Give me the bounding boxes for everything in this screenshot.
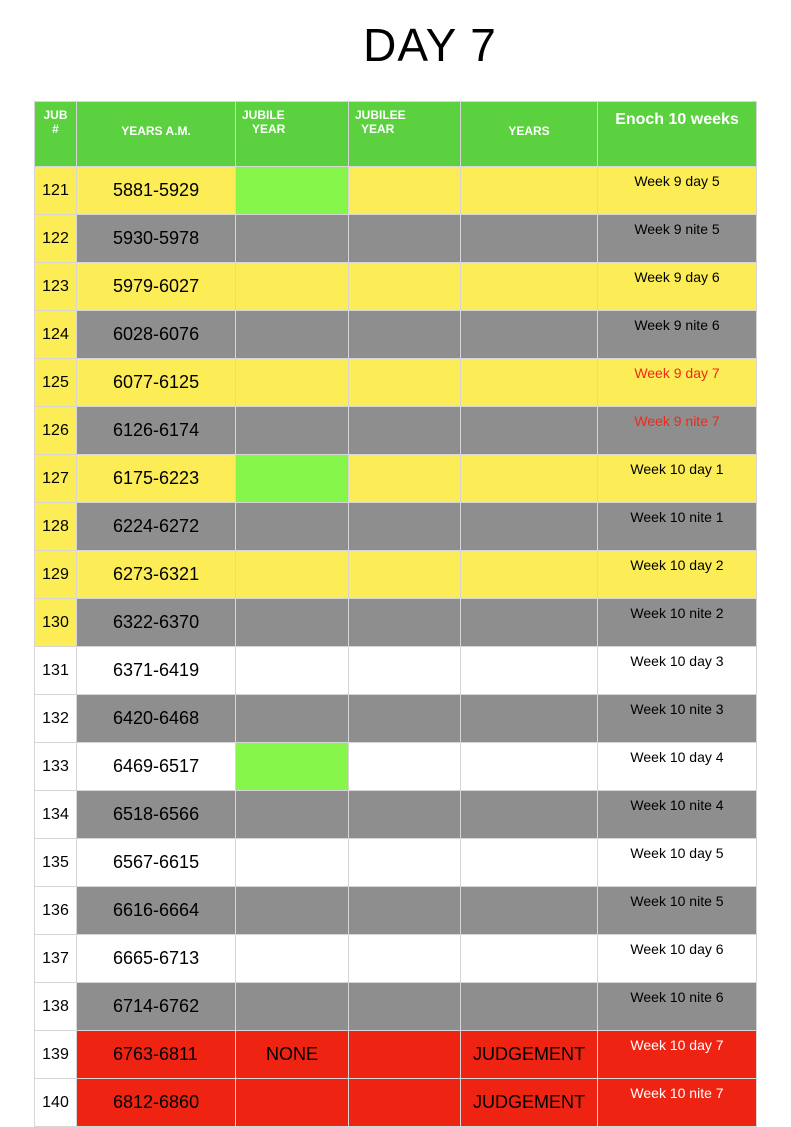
years-am-cell: 6224-6272 [77, 503, 236, 551]
jub-number-cell: 132 [35, 695, 77, 743]
jub-number-cell: 138 [35, 983, 77, 1031]
years-am-cell: 6420-6468 [77, 695, 236, 743]
enoch-week-cell: Week 10 day 2 [598, 551, 757, 599]
header-years: YEARS [461, 102, 598, 167]
jubilee-year-cell [349, 263, 461, 311]
enoch-week-cell: Week 9 nite 5 [598, 215, 757, 263]
table-row [35, 455, 757, 503]
header-jubile-line2: YEAR [252, 122, 286, 136]
jub-number-cell: 136 [35, 887, 77, 935]
jubile-year-cell [236, 359, 349, 407]
enoch-week-cell: Week 10 day 1 [598, 455, 757, 503]
years-am-cell: 5930-5978 [77, 215, 236, 263]
jubilee-year-cell [349, 791, 461, 839]
years-cell: JUDGEMENT [461, 1079, 598, 1127]
jubile-year-cell [236, 599, 349, 647]
header-jub-line1: JUB [43, 108, 68, 122]
jubilee-year-cell [349, 167, 461, 215]
jub-number-cell: 121 [35, 167, 77, 215]
jub-number-cell: 133 [35, 743, 77, 791]
table-row [35, 743, 757, 791]
years-am-cell: 6812-6860 [77, 1079, 236, 1127]
header-jub-line2: # [52, 122, 59, 136]
table-row [35, 311, 757, 359]
enoch-week-cell: Week 10 nite 7 [598, 1079, 757, 1127]
jub-number-cell: 130 [35, 599, 77, 647]
years-cell [461, 167, 598, 215]
jub-number-cell: 127 [35, 455, 77, 503]
jub-number-cell: 135 [35, 839, 77, 887]
header-jubilee-line1: JUBILEE [355, 108, 406, 122]
jubilee-year-cell [349, 839, 461, 887]
jubilee-year-cell [349, 743, 461, 791]
years-am-cell: 6126-6174 [77, 407, 236, 455]
enoch-week-cell: Week 10 day 7 [598, 1031, 757, 1079]
table-row [35, 791, 757, 839]
years-cell [461, 359, 598, 407]
years-cell [461, 599, 598, 647]
enoch-week-cell: Week 9 nite 7 [598, 407, 757, 455]
jub-number-cell: 124 [35, 311, 77, 359]
years-cell [461, 551, 598, 599]
years-cell [461, 455, 598, 503]
jubilee-year-cell [349, 407, 461, 455]
jub-number-cell: 122 [35, 215, 77, 263]
enoch-week-cell: Week 10 nite 4 [598, 791, 757, 839]
enoch-week-cell: Week 10 day 5 [598, 839, 757, 887]
years-am-cell: 6469-6517 [77, 743, 236, 791]
years-cell [461, 791, 598, 839]
jubile-year-cell [236, 311, 349, 359]
years-am-cell: 6567-6615 [77, 839, 236, 887]
jub-number-cell: 129 [35, 551, 77, 599]
years-am-cell: 6616-6664 [77, 887, 236, 935]
table-row [35, 551, 757, 599]
table-row [35, 1031, 757, 1079]
table-row [35, 983, 757, 1031]
jubilee-year-cell [349, 503, 461, 551]
enoch-week-cell: Week 10 day 3 [598, 647, 757, 695]
years-am-cell: 6518-6566 [77, 791, 236, 839]
jub-number-cell: 125 [35, 359, 77, 407]
jubile-year-cell [236, 695, 349, 743]
years-am-cell: 5979-6027 [77, 263, 236, 311]
years-am-cell: 6028-6076 [77, 311, 236, 359]
enoch-week-cell: Week 10 day 4 [598, 743, 757, 791]
years-cell [461, 311, 598, 359]
jubilee-year-cell [349, 215, 461, 263]
table-row [35, 599, 757, 647]
enoch-week-cell: Week 10 day 6 [598, 935, 757, 983]
jub-number-cell: 137 [35, 935, 77, 983]
jub-number-cell: 140 [35, 1079, 77, 1127]
jubile-year-cell [236, 743, 349, 791]
jubile-year-cell [236, 215, 349, 263]
jubilee-table [34, 101, 757, 1127]
years-am-cell: 6763-6811 [77, 1031, 236, 1079]
enoch-week-cell: Week 10 nite 3 [598, 695, 757, 743]
jub-number-cell: 139 [35, 1031, 77, 1079]
header-jubilee-line2: YEAR [361, 122, 395, 136]
jubilee-year-cell [349, 1079, 461, 1127]
table-row [35, 503, 757, 551]
jubile-year-cell: NONE [236, 1031, 349, 1079]
years-am-cell: 6273-6321 [77, 551, 236, 599]
jubilee-year-cell [349, 695, 461, 743]
jubilee-year-cell [349, 551, 461, 599]
table-row [35, 935, 757, 983]
table-row [35, 359, 757, 407]
jub-number-cell: 128 [35, 503, 77, 551]
jubilee-year-cell [349, 455, 461, 503]
jubile-year-cell [236, 167, 349, 215]
header-jubile-line1: JUBILE [242, 108, 285, 122]
header-enoch: Enoch 10 weeks [598, 102, 757, 167]
jubile-year-cell [236, 839, 349, 887]
jub-number-cell: 123 [35, 263, 77, 311]
enoch-week-cell: Week 10 nite 2 [598, 599, 757, 647]
table-row [35, 647, 757, 695]
jub-number-cell: 131 [35, 647, 77, 695]
jubile-year-cell [236, 1079, 349, 1127]
jubilee-year-cell [349, 935, 461, 983]
years-am-cell: 6371-6419 [77, 647, 236, 695]
years-cell [461, 839, 598, 887]
enoch-week-cell: Week 10 nite 6 [598, 983, 757, 1031]
header-years-am: YEARS A.M. [77, 102, 236, 167]
jubilee-year-cell [349, 311, 461, 359]
years-am-cell: 6077-6125 [77, 359, 236, 407]
table-row [35, 167, 757, 215]
jubilee-year-cell [349, 983, 461, 1031]
years-cell: JUDGEMENT [461, 1031, 598, 1079]
years-am-cell: 6322-6370 [77, 599, 236, 647]
years-cell [461, 647, 598, 695]
jubilee-year-cell [349, 359, 461, 407]
jubilee-year-cell [349, 647, 461, 695]
table-row [35, 839, 757, 887]
years-cell [461, 695, 598, 743]
years-am-cell: 6714-6762 [77, 983, 236, 1031]
table-row [35, 887, 757, 935]
enoch-week-cell: Week 9 day 7 [598, 359, 757, 407]
jubile-year-cell [236, 551, 349, 599]
jubile-year-cell [236, 455, 349, 503]
header-jubilee-year [349, 102, 461, 167]
enoch-week-cell: Week 10 nite 5 [598, 887, 757, 935]
years-cell [461, 743, 598, 791]
jubile-year-cell [236, 791, 349, 839]
jubilee-year-cell [349, 599, 461, 647]
table-row [35, 1079, 757, 1127]
jubile-year-cell [236, 407, 349, 455]
jubilee-year-cell [349, 1031, 461, 1079]
table-row [35, 263, 757, 311]
jubile-year-cell [236, 935, 349, 983]
years-cell [461, 215, 598, 263]
jub-number-cell: 126 [35, 407, 77, 455]
years-am-cell: 6665-6713 [77, 935, 236, 983]
years-cell [461, 503, 598, 551]
page-title: DAY 7 [363, 19, 497, 71]
table-body [35, 167, 757, 1127]
years-cell [461, 263, 598, 311]
enoch-week-cell: Week 10 nite 1 [598, 503, 757, 551]
table-row [35, 407, 757, 455]
jubile-year-cell [236, 983, 349, 1031]
enoch-week-cell: Week 9 day 5 [598, 167, 757, 215]
table-row [35, 695, 757, 743]
jubile-year-cell [236, 887, 349, 935]
years-am-cell: 5881-5929 [77, 167, 236, 215]
jub-number-cell: 134 [35, 791, 77, 839]
jubile-year-cell [236, 647, 349, 695]
years-cell [461, 983, 598, 1031]
table-row [35, 215, 757, 263]
years-cell [461, 407, 598, 455]
jubile-year-cell [236, 503, 349, 551]
jubilee-year-cell [349, 887, 461, 935]
header-jub [35, 102, 77, 167]
jubile-year-cell [236, 263, 349, 311]
years-cell [461, 887, 598, 935]
header-row [35, 102, 757, 167]
header-jubile-year [236, 102, 349, 167]
enoch-week-cell: Week 9 nite 6 [598, 311, 757, 359]
years-cell [461, 935, 598, 983]
years-am-cell: 6175-6223 [77, 455, 236, 503]
enoch-week-cell: Week 9 day 6 [598, 263, 757, 311]
